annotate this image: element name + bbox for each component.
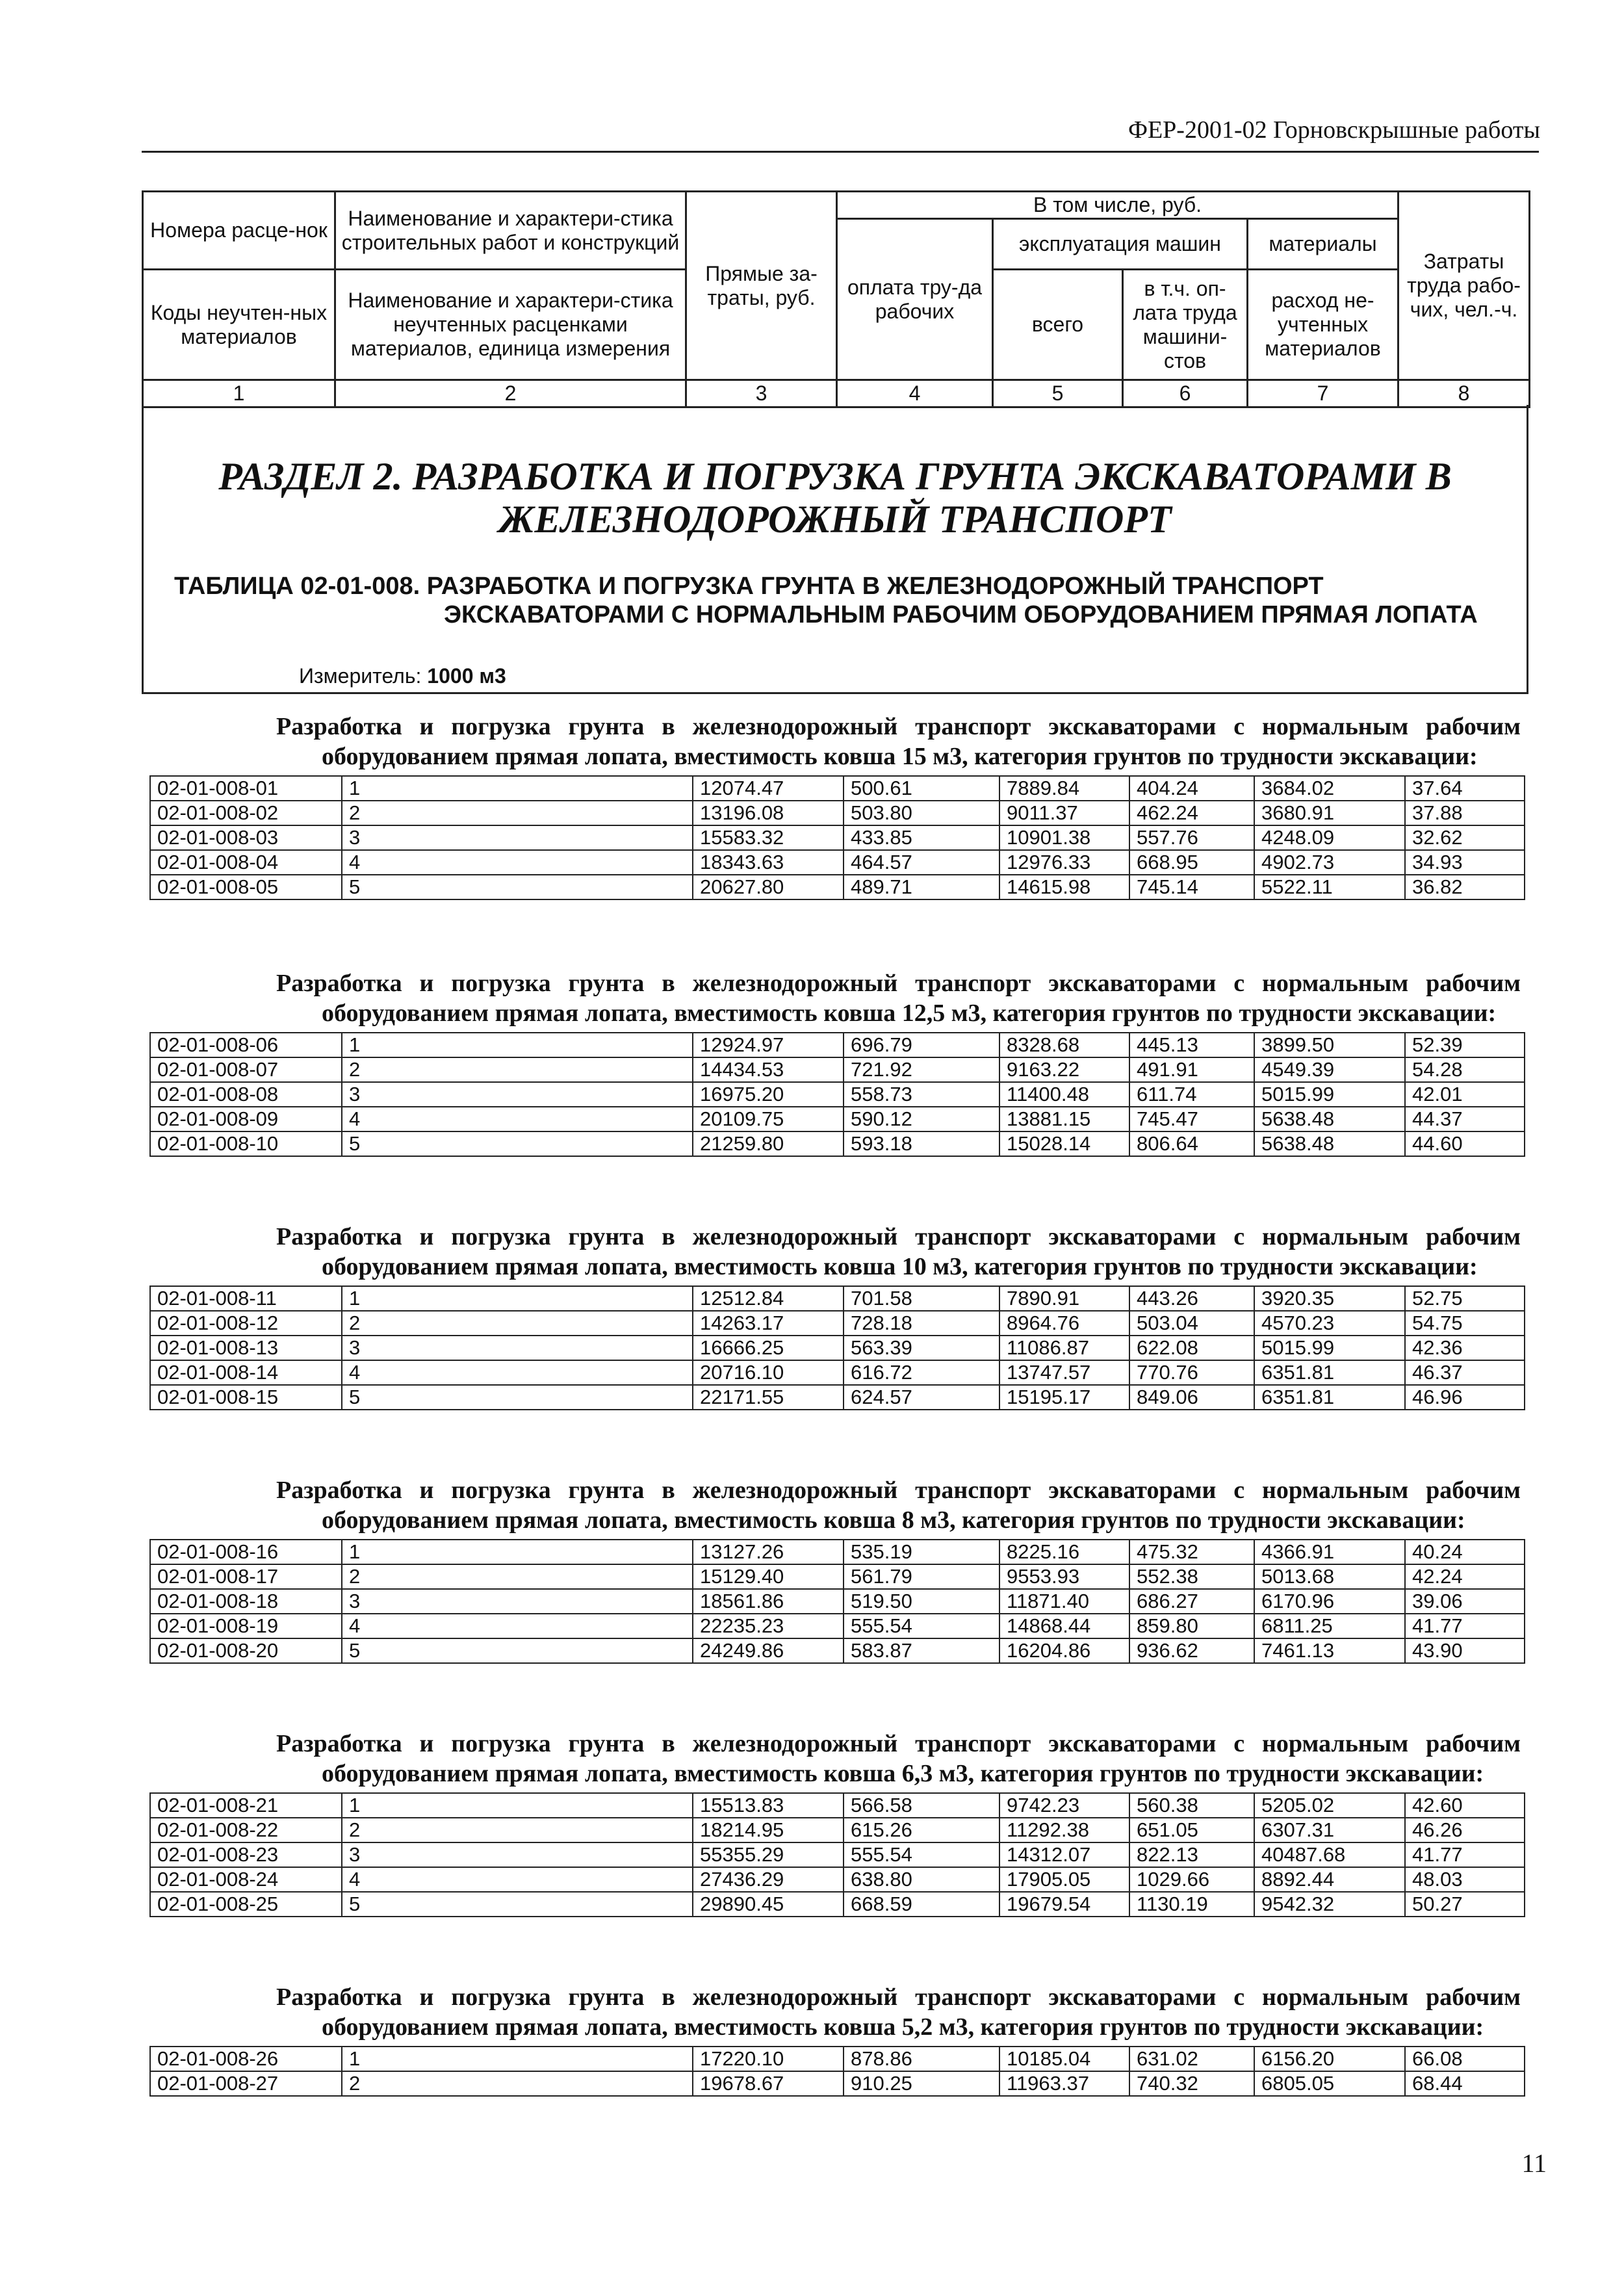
cost-value: 8964.76 bbox=[999, 1311, 1129, 1336]
cost-value: 9163.22 bbox=[999, 1057, 1129, 1082]
header-material-name: Наименование и характери-стика неучтенных расценками материалов, единица измерения bbox=[335, 270, 686, 380]
soil-category: 1 bbox=[342, 776, 693, 801]
cost-value: 44.60 bbox=[1405, 1131, 1525, 1156]
cost-value: 15129.40 bbox=[693, 1564, 844, 1589]
rate-block bbox=[149, 712, 1534, 900]
rate-code: 02-01-008-22 bbox=[150, 1818, 342, 1842]
cost-value: 464.57 bbox=[844, 850, 999, 875]
table-row bbox=[150, 1360, 1525, 1385]
header-num-6: 6 bbox=[1123, 380, 1248, 407]
cost-value: 770.76 bbox=[1129, 1360, 1254, 1385]
table-row bbox=[150, 1614, 1525, 1638]
cost-value: 5522.11 bbox=[1254, 875, 1405, 899]
cost-value: 42.60 bbox=[1405, 1793, 1525, 1818]
soil-category: 3 bbox=[342, 1336, 693, 1360]
cost-value: 489.71 bbox=[844, 875, 999, 899]
cost-value: 66.08 bbox=[1405, 2047, 1525, 2071]
rate-code: 02-01-008-07 bbox=[150, 1057, 342, 1082]
cost-value: 503.80 bbox=[844, 801, 999, 825]
cost-value: 583.87 bbox=[844, 1638, 999, 1663]
cost-value: 4902.73 bbox=[1254, 850, 1405, 875]
cost-value: 15513.83 bbox=[693, 1793, 844, 1818]
soil-category: 4 bbox=[342, 1107, 693, 1131]
cost-value: 42.01 bbox=[1405, 1082, 1525, 1107]
cost-value: 13127.26 bbox=[693, 1540, 844, 1564]
cost-value: 52.75 bbox=[1405, 1286, 1525, 1311]
rate-block-description: Разработка и погрузка грунта в железнодорожный транспорт экскаваторами с нормальным рабочим оборудованием прямая лопата, вместимость ковша 15 м3, категория грунтов по трудности экскавации: bbox=[276, 713, 1521, 770]
table-row bbox=[150, 1540, 1525, 1564]
cost-value: 9742.23 bbox=[999, 1793, 1129, 1818]
cost-value: 6805.05 bbox=[1254, 2071, 1405, 2096]
cost-value: 12074.47 bbox=[693, 776, 844, 801]
cost-value: 32.62 bbox=[1405, 825, 1525, 850]
rate-code: 02-01-008-09 bbox=[150, 1107, 342, 1131]
cost-value: 36.82 bbox=[1405, 875, 1525, 899]
rate-code: 02-01-008-14 bbox=[150, 1360, 342, 1385]
header-rate-numbers: Номера расце-нок bbox=[143, 192, 335, 270]
table-row bbox=[150, 1131, 1525, 1156]
cost-value: 46.37 bbox=[1405, 1360, 1525, 1385]
rate-table bbox=[149, 1539, 1525, 1664]
header-materials: материалы bbox=[1248, 219, 1398, 270]
cost-value: 8328.68 bbox=[999, 1033, 1129, 1057]
header-in-total: В том числе, руб. bbox=[837, 192, 1398, 219]
cost-value: 535.19 bbox=[844, 1540, 999, 1564]
header-num-4: 4 bbox=[837, 380, 993, 407]
cost-value: 14434.53 bbox=[693, 1057, 844, 1082]
cost-value: 10901.38 bbox=[999, 825, 1129, 850]
cost-value: 555.54 bbox=[844, 1614, 999, 1638]
cost-value: 563.39 bbox=[844, 1336, 999, 1360]
rate-code: 02-01-008-02 bbox=[150, 801, 342, 825]
cost-value: 557.76 bbox=[1129, 825, 1254, 850]
cost-value: 696.79 bbox=[844, 1033, 999, 1057]
rate-table bbox=[149, 775, 1525, 900]
cost-value: 615.26 bbox=[844, 1818, 999, 1842]
section-title: РАЗДЕЛ 2. РАЗРАБОТКА И ПОГРУЗКА ГРУНТА ЭКСКАВАТОРАМИ В ЖЕЛЕЗНОДОРОЖНЫЙ ТРАНСПОРТ bbox=[218, 455, 1452, 541]
soil-category: 5 bbox=[342, 1638, 693, 1663]
header-num-3: 3 bbox=[686, 380, 837, 407]
cost-value: 52.39 bbox=[1405, 1033, 1525, 1057]
page-number: 11 bbox=[1521, 2149, 1547, 2178]
cost-value: 55355.29 bbox=[693, 1842, 844, 1867]
cost-value: 6351.81 bbox=[1254, 1360, 1405, 1385]
soil-category: 4 bbox=[342, 1614, 693, 1638]
table-row bbox=[150, 1793, 1525, 1818]
cost-value: 624.57 bbox=[844, 1385, 999, 1410]
table-title bbox=[174, 572, 1526, 629]
table-row bbox=[150, 1867, 1525, 1892]
rate-code: 02-01-008-11 bbox=[150, 1286, 342, 1311]
cost-value: 43.90 bbox=[1405, 1638, 1525, 1663]
cost-value: 728.18 bbox=[844, 1311, 999, 1336]
cost-value: 552.38 bbox=[1129, 1564, 1254, 1589]
cost-value: 68.44 bbox=[1405, 2071, 1525, 2096]
rate-code: 02-01-008-16 bbox=[150, 1540, 342, 1564]
soil-category: 2 bbox=[342, 1057, 693, 1082]
cost-value: 6170.96 bbox=[1254, 1589, 1405, 1614]
cost-value: 445.13 bbox=[1129, 1033, 1254, 1057]
cost-value: 17905.05 bbox=[999, 1867, 1129, 1892]
rate-block-description: Разработка и погрузка грунта в железнодорожный транспорт экскаваторами с нормальным рабочим оборудованием прямая лопата, вместимость ковша 8 м3, категория грунтов по трудности экскавации: bbox=[276, 1477, 1521, 1534]
header-direct-costs: Прямые за-траты, руб. bbox=[686, 192, 837, 380]
cost-value: 12924.97 bbox=[693, 1033, 844, 1057]
soil-category: 5 bbox=[342, 1131, 693, 1156]
column-header-table bbox=[142, 190, 1530, 408]
cost-value: 39.06 bbox=[1405, 1589, 1525, 1614]
cost-value: 878.86 bbox=[844, 2047, 999, 2071]
cost-value: 9011.37 bbox=[999, 801, 1129, 825]
cost-value: 5205.02 bbox=[1254, 1793, 1405, 1818]
cost-value: 46.26 bbox=[1405, 1818, 1525, 1842]
soil-category: 2 bbox=[342, 801, 693, 825]
cost-value: 13747.57 bbox=[999, 1360, 1129, 1385]
cost-value: 22235.23 bbox=[693, 1614, 844, 1638]
table-row bbox=[150, 2047, 1525, 2071]
cost-value: 9553.93 bbox=[999, 1564, 1129, 1589]
rate-code: 02-01-008-08 bbox=[150, 1082, 342, 1107]
cost-value: 6351.81 bbox=[1254, 1385, 1405, 1410]
cost-value: 462.24 bbox=[1129, 801, 1254, 825]
cost-value: 21259.80 bbox=[693, 1131, 844, 1156]
table-row bbox=[150, 1818, 1525, 1842]
table-row bbox=[150, 1589, 1525, 1614]
table-title-line1: ТАБЛИЦА 02-01-008. РАЗРАБОТКА И ПОГРУЗКА ГРУНТА В ЖЕЛЕЗНОДОРОЖНЫЙ ТРАНСПОРТ bbox=[174, 573, 1324, 600]
header-operator-pay: в т.ч. оп-лата труда машини-стов bbox=[1123, 270, 1248, 380]
rate-block bbox=[149, 1475, 1534, 1664]
rate-code: 02-01-008-24 bbox=[150, 1867, 342, 1892]
header-num-1: 1 bbox=[143, 380, 335, 407]
table-row bbox=[150, 801, 1525, 825]
cost-value: 443.26 bbox=[1129, 1286, 1254, 1311]
cost-value: 686.27 bbox=[1129, 1589, 1254, 1614]
soil-category: 2 bbox=[342, 1818, 693, 1842]
cost-value: 20627.80 bbox=[693, 875, 844, 899]
cost-value: 668.59 bbox=[844, 1892, 999, 1917]
header-work-name: Наименование и характери-стика строительных работ и конструкций bbox=[335, 192, 686, 270]
cost-value: 4549.39 bbox=[1254, 1057, 1405, 1082]
soil-category: 3 bbox=[342, 825, 693, 850]
cost-value: 806.64 bbox=[1129, 1131, 1254, 1156]
cost-value: 13881.15 bbox=[999, 1107, 1129, 1131]
cost-value: 13196.08 bbox=[693, 801, 844, 825]
soil-category: 4 bbox=[342, 850, 693, 875]
cost-value: 10185.04 bbox=[999, 2047, 1129, 2071]
table-row bbox=[150, 1286, 1525, 1311]
cost-value: 11400.48 bbox=[999, 1082, 1129, 1107]
cost-value: 910.25 bbox=[844, 2071, 999, 2096]
header-machines-total: всего bbox=[993, 270, 1123, 380]
table-title-line2: ЭКСКАВАТОРАМИ С НОРМАЛЬНЫМ РАБОЧИМ ОБОРУДОВАНИЕМ ПРЯМАЯ ЛОПАТА bbox=[444, 601, 1478, 628]
header-num-7: 7 bbox=[1248, 380, 1398, 407]
cost-value: 1029.66 bbox=[1129, 1867, 1254, 1892]
cost-value: 433.85 bbox=[844, 825, 999, 850]
cost-value: 638.80 bbox=[844, 1867, 999, 1892]
cost-value: 29890.45 bbox=[693, 1892, 844, 1917]
cost-value: 54.75 bbox=[1405, 1311, 1525, 1336]
cost-value: 22171.55 bbox=[693, 1385, 844, 1410]
header-material-codes: Коды неучтен-ных материалов bbox=[143, 270, 335, 380]
soil-category: 5 bbox=[342, 875, 693, 899]
rate-table bbox=[149, 1792, 1525, 1917]
rate-code: 02-01-008-01 bbox=[150, 776, 342, 801]
cost-value: 519.50 bbox=[844, 1589, 999, 1614]
cost-value: 42.24 bbox=[1405, 1564, 1525, 1589]
cost-value: 14868.44 bbox=[999, 1614, 1129, 1638]
table-row bbox=[150, 875, 1525, 899]
cost-value: 11292.38 bbox=[999, 1818, 1129, 1842]
rate-table bbox=[149, 1286, 1525, 1410]
cost-value: 16204.86 bbox=[999, 1638, 1129, 1663]
cost-value: 12976.33 bbox=[999, 850, 1129, 875]
cost-value: 15195.17 bbox=[999, 1385, 1129, 1410]
table-row bbox=[150, 1336, 1525, 1360]
cost-value: 20109.75 bbox=[693, 1107, 844, 1131]
cost-value: 9542.32 bbox=[1254, 1892, 1405, 1917]
rate-block-description: Разработка и погрузка грунта в железнодорожный транспорт экскаваторами с нормальным рабочим оборудованием прямая лопата, вместимость ковша 12,5 м3, категория грунтов по трудности экскавации: bbox=[276, 970, 1521, 1027]
rate-code: 02-01-008-13 bbox=[150, 1336, 342, 1360]
table-row bbox=[150, 1564, 1525, 1589]
rate-code: 02-01-008-10 bbox=[150, 1131, 342, 1156]
header-labor-costs: Затраты труда рабо-чих, чел.-ч. bbox=[1398, 192, 1530, 380]
soil-category: 5 bbox=[342, 1385, 693, 1410]
rate-table bbox=[149, 2046, 1525, 2097]
cost-value: 16975.20 bbox=[693, 1082, 844, 1107]
table-row bbox=[150, 850, 1525, 875]
rate-block bbox=[149, 1222, 1534, 1410]
cost-value: 40.24 bbox=[1405, 1540, 1525, 1564]
header-material-consumption: расход не-учтенных материалов bbox=[1248, 270, 1398, 380]
table-row bbox=[150, 1107, 1525, 1131]
cost-value: 5013.68 bbox=[1254, 1564, 1405, 1589]
cost-value: 616.72 bbox=[844, 1360, 999, 1385]
table-row bbox=[150, 1842, 1525, 1867]
cost-value: 15028.14 bbox=[999, 1131, 1129, 1156]
cost-value: 37.88 bbox=[1405, 801, 1525, 825]
rate-code: 02-01-008-18 bbox=[150, 1589, 342, 1614]
cost-value: 20716.10 bbox=[693, 1360, 844, 1385]
soil-category: 1 bbox=[342, 1793, 693, 1818]
header-num-8: 8 bbox=[1398, 380, 1530, 407]
cost-value: 18214.95 bbox=[693, 1818, 844, 1842]
cost-value: 54.28 bbox=[1405, 1057, 1525, 1082]
table-row bbox=[150, 776, 1525, 801]
cost-value: 555.54 bbox=[844, 1842, 999, 1867]
cost-value: 5638.48 bbox=[1254, 1131, 1405, 1156]
table-row bbox=[150, 1057, 1525, 1082]
cost-value: 44.37 bbox=[1405, 1107, 1525, 1131]
cost-value: 701.58 bbox=[844, 1286, 999, 1311]
cost-value: 11086.87 bbox=[999, 1336, 1129, 1360]
rate-code: 02-01-008-27 bbox=[150, 2071, 342, 2096]
cost-value: 611.74 bbox=[1129, 1082, 1254, 1107]
soil-category: 3 bbox=[342, 1589, 693, 1614]
cost-value: 503.04 bbox=[1129, 1311, 1254, 1336]
cost-value: 7889.84 bbox=[999, 776, 1129, 801]
cost-value: 7890.91 bbox=[999, 1286, 1129, 1311]
table-row bbox=[150, 1638, 1525, 1663]
rate-block-description: Разработка и погрузка грунта в железнодорожный транспорт экскаваторами с нормальным рабочим оборудованием прямая лопата, вместимость ковша 10 м3, категория грунтов по трудности экскавации: bbox=[276, 1223, 1521, 1280]
cost-value: 48.03 bbox=[1405, 1867, 1525, 1892]
cost-value: 12512.84 bbox=[693, 1286, 844, 1311]
cost-value: 6156.20 bbox=[1254, 2047, 1405, 2071]
table-row bbox=[150, 1033, 1525, 1057]
cost-value: 37.64 bbox=[1405, 776, 1525, 801]
rate-code: 02-01-008-23 bbox=[150, 1842, 342, 1867]
rate-code: 02-01-008-12 bbox=[150, 1311, 342, 1336]
header-rule bbox=[142, 151, 1539, 153]
cost-value: 17220.10 bbox=[693, 2047, 844, 2071]
cost-value: 3684.02 bbox=[1254, 776, 1405, 801]
cost-value: 491.91 bbox=[1129, 1057, 1254, 1082]
cost-value: 404.24 bbox=[1129, 776, 1254, 801]
cost-value: 849.06 bbox=[1129, 1385, 1254, 1410]
cost-value: 721.92 bbox=[844, 1057, 999, 1082]
rate-code: 02-01-008-25 bbox=[150, 1892, 342, 1917]
cost-value: 4570.23 bbox=[1254, 1311, 1405, 1336]
rate-block-description: Разработка и погрузка грунта в железнодорожный транспорт экскаваторами с нормальным рабочим оборудованием прямая лопата, вместимость ковша 6,3 м3, категория грунтов по трудности экскавации: bbox=[276, 1730, 1521, 1787]
measure-unit-value: 1000 м3 bbox=[427, 664, 506, 688]
cost-value: 5015.99 bbox=[1254, 1082, 1405, 1107]
cost-value: 4366.91 bbox=[1254, 1540, 1405, 1564]
cost-value: 745.14 bbox=[1129, 875, 1254, 899]
rate-block bbox=[149, 1729, 1534, 1917]
table-row bbox=[150, 825, 1525, 850]
rate-block-description: Разработка и погрузка грунта в железнодорожный транспорт экскаваторами с нормальным рабочим оборудованием прямая лопата, вместимость ковша 5,2 м3, категория грунтов по трудности экскавации: bbox=[276, 1983, 1521, 2041]
cost-value: 34.93 bbox=[1405, 850, 1525, 875]
cost-value: 1130.19 bbox=[1129, 1892, 1254, 1917]
cost-value: 11963.37 bbox=[999, 2071, 1129, 2096]
measure-unit-label: Измеритель: bbox=[299, 664, 422, 688]
cost-value: 3899.50 bbox=[1254, 1033, 1405, 1057]
cost-value: 18561.86 bbox=[693, 1589, 844, 1614]
cost-value: 593.18 bbox=[844, 1131, 999, 1156]
cost-value: 936.62 bbox=[1129, 1638, 1254, 1663]
rate-block bbox=[149, 1982, 1534, 2097]
soil-category: 1 bbox=[342, 2047, 693, 2071]
table-row bbox=[150, 1892, 1525, 1917]
soil-category: 2 bbox=[342, 2071, 693, 2096]
cost-value: 745.47 bbox=[1129, 1107, 1254, 1131]
cost-value: 560.38 bbox=[1129, 1793, 1254, 1818]
cost-value: 475.32 bbox=[1129, 1540, 1254, 1564]
cost-value: 40487.68 bbox=[1254, 1842, 1405, 1867]
table-row bbox=[150, 1385, 1525, 1410]
cost-value: 822.13 bbox=[1129, 1842, 1254, 1867]
cost-value: 8892.44 bbox=[1254, 1867, 1405, 1892]
cost-value: 566.58 bbox=[844, 1793, 999, 1818]
header-num-5: 5 bbox=[993, 380, 1123, 407]
soil-category: 2 bbox=[342, 1564, 693, 1589]
cost-value: 500.61 bbox=[844, 776, 999, 801]
rate-code: 02-01-008-05 bbox=[150, 875, 342, 899]
cost-value: 14615.98 bbox=[999, 875, 1129, 899]
section-frame bbox=[142, 405, 1528, 694]
cost-value: 561.79 bbox=[844, 1564, 999, 1589]
rate-block bbox=[149, 968, 1534, 1157]
cost-value: 651.05 bbox=[1129, 1818, 1254, 1842]
rate-code: 02-01-008-15 bbox=[150, 1385, 342, 1410]
cost-value: 7461.13 bbox=[1254, 1638, 1405, 1663]
cost-value: 41.77 bbox=[1405, 1614, 1525, 1638]
rate-code: 02-01-008-19 bbox=[150, 1614, 342, 1638]
table-row bbox=[150, 1311, 1525, 1336]
rate-code: 02-01-008-26 bbox=[150, 2047, 342, 2071]
rate-code: 02-01-008-21 bbox=[150, 1793, 342, 1818]
header-num-2: 2 bbox=[335, 380, 686, 407]
soil-category: 5 bbox=[342, 1892, 693, 1917]
cost-value: 15583.32 bbox=[693, 825, 844, 850]
rate-code: 02-01-008-17 bbox=[150, 1564, 342, 1589]
rate-code: 02-01-008-06 bbox=[150, 1033, 342, 1057]
cost-value: 3920.35 bbox=[1254, 1286, 1405, 1311]
cost-value: 27436.29 bbox=[693, 1867, 844, 1892]
cost-value: 42.36 bbox=[1405, 1336, 1525, 1360]
rate-code: 02-01-008-20 bbox=[150, 1638, 342, 1663]
soil-category: 2 bbox=[342, 1311, 693, 1336]
table-row bbox=[150, 1082, 1525, 1107]
cost-value: 622.08 bbox=[1129, 1336, 1254, 1360]
cost-value: 6307.31 bbox=[1254, 1818, 1405, 1842]
table-row bbox=[150, 2071, 1525, 2096]
rate-code: 02-01-008-04 bbox=[150, 850, 342, 875]
rate-code: 02-01-008-03 bbox=[150, 825, 342, 850]
cost-value: 14312.07 bbox=[999, 1842, 1129, 1867]
cost-value: 740.32 bbox=[1129, 2071, 1254, 2096]
cost-value: 8225.16 bbox=[999, 1540, 1129, 1564]
cost-value: 50.27 bbox=[1405, 1892, 1525, 1917]
cost-value: 6811.25 bbox=[1254, 1614, 1405, 1638]
header-worker-pay: оплата тру-да рабочих bbox=[837, 219, 993, 380]
soil-category: 3 bbox=[342, 1842, 693, 1867]
cost-value: 590.12 bbox=[844, 1107, 999, 1131]
header-machines: эксплуатация машин bbox=[993, 219, 1248, 270]
soil-category: 3 bbox=[342, 1082, 693, 1107]
cost-value: 24249.86 bbox=[693, 1638, 844, 1663]
measure-unit bbox=[299, 664, 506, 688]
cost-value: 859.80 bbox=[1129, 1614, 1254, 1638]
cost-value: 14263.17 bbox=[693, 1311, 844, 1336]
cost-value: 668.95 bbox=[1129, 850, 1254, 875]
cost-value: 5638.48 bbox=[1254, 1107, 1405, 1131]
cost-value: 3680.91 bbox=[1254, 801, 1405, 825]
cost-value: 11871.40 bbox=[999, 1589, 1129, 1614]
cost-value: 46.96 bbox=[1405, 1385, 1525, 1410]
cost-value: 18343.63 bbox=[693, 850, 844, 875]
soil-category: 4 bbox=[342, 1360, 693, 1385]
soil-category: 1 bbox=[342, 1286, 693, 1311]
running-header: ФЕР-2001-02 Горновскрышные работы bbox=[1128, 116, 1540, 144]
rate-table bbox=[149, 1032, 1525, 1157]
cost-value: 558.73 bbox=[844, 1082, 999, 1107]
cost-value: 5015.99 bbox=[1254, 1336, 1405, 1360]
cost-value: 631.02 bbox=[1129, 2047, 1254, 2071]
cost-value: 4248.09 bbox=[1254, 825, 1405, 850]
soil-category: 1 bbox=[342, 1033, 693, 1057]
cost-value: 19678.67 bbox=[693, 2071, 844, 2096]
cost-value: 41.77 bbox=[1405, 1842, 1525, 1867]
cost-value: 19679.54 bbox=[999, 1892, 1129, 1917]
cost-value: 16666.25 bbox=[693, 1336, 844, 1360]
soil-category: 1 bbox=[342, 1540, 693, 1564]
soil-category: 4 bbox=[342, 1867, 693, 1892]
